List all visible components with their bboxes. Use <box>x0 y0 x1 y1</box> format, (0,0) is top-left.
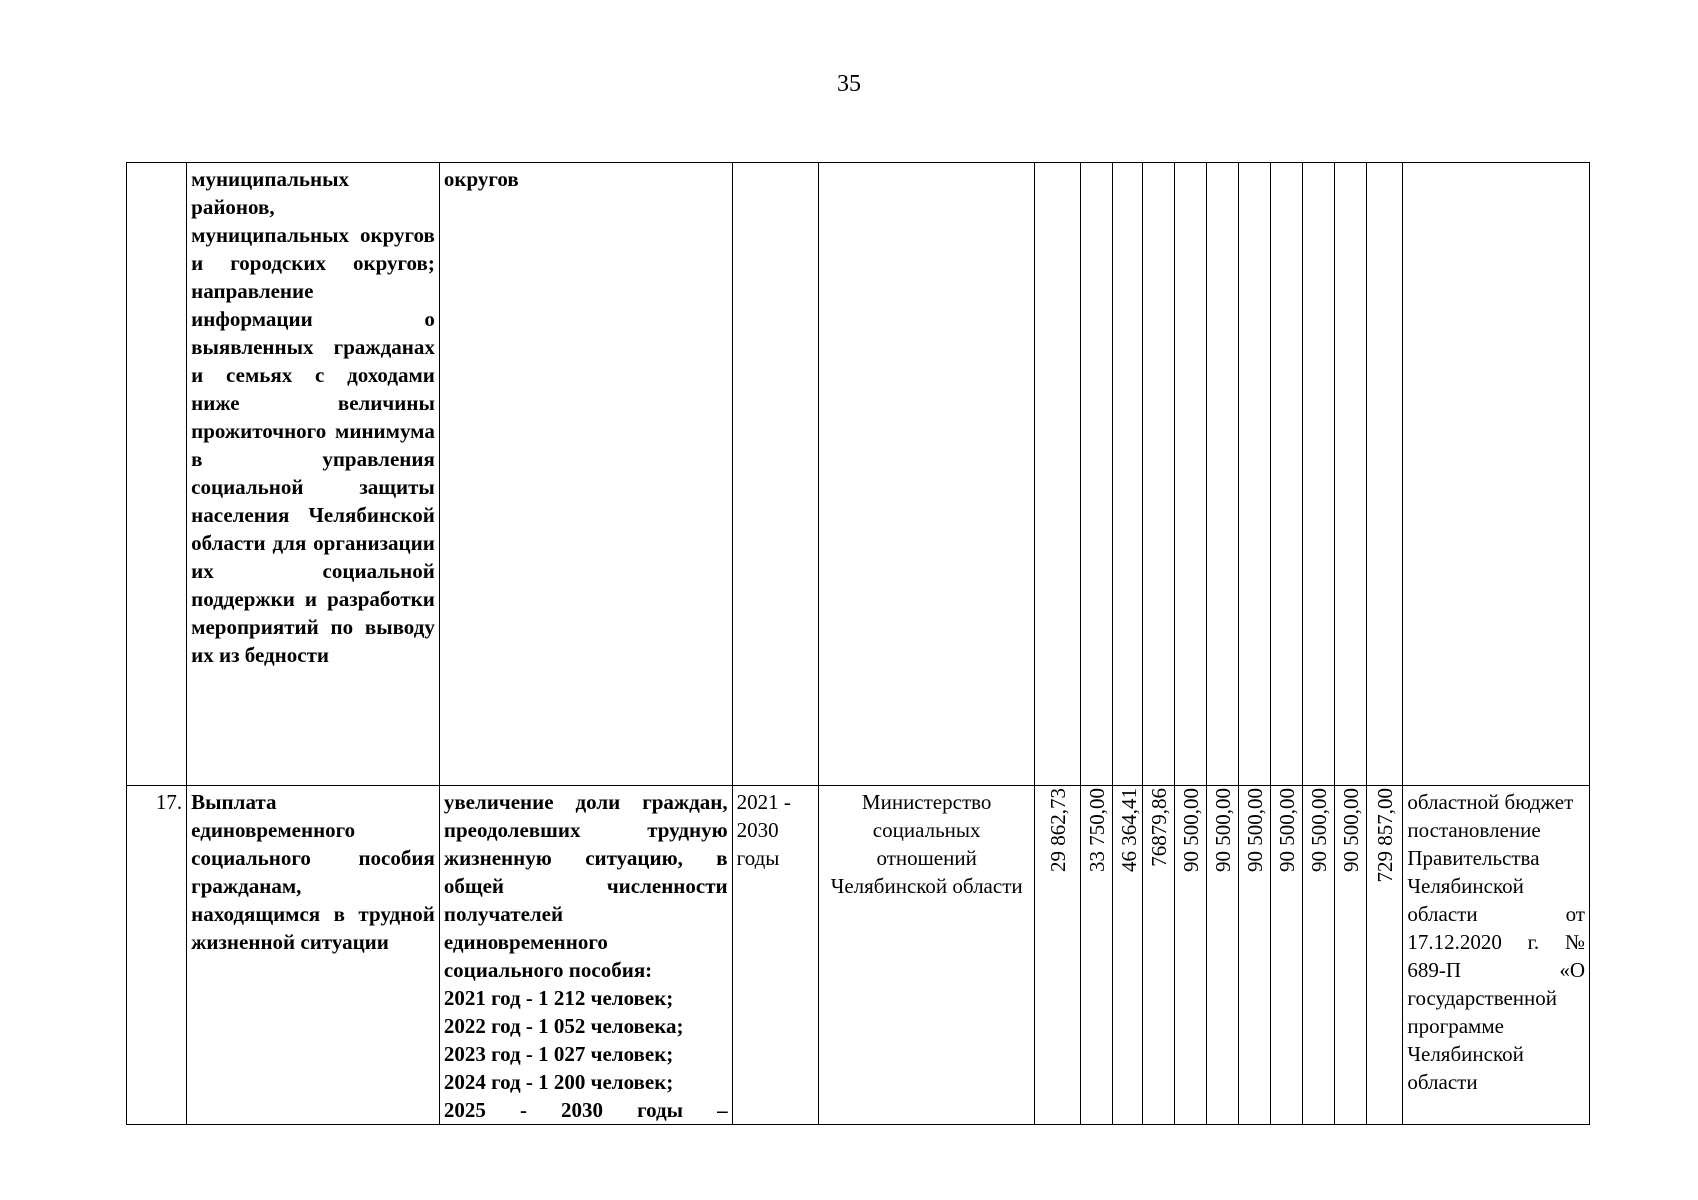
cell-amount-2023 <box>1112 786 1142 1125</box>
cell-amount <box>1035 163 1080 786</box>
cell-executor <box>818 163 1035 786</box>
amount-value: 90 500,00 <box>1339 788 1364 872</box>
table-row-continuation <box>127 163 1590 786</box>
program-table <box>126 162 1590 1125</box>
cell-amount-2026 <box>1206 786 1238 1125</box>
amount-value: 33 750,00 <box>1084 788 1109 872</box>
result-line: 2025 - 2030 годы – <box>443 1098 728 1122</box>
cell-amount <box>1367 163 1403 786</box>
result-line: 2024 год - 1 200 человек; <box>443 1070 674 1094</box>
cell-amount-2024 <box>1142 786 1174 1125</box>
cell-amount <box>1271 163 1303 786</box>
amount-value: 90 500,00 <box>1242 788 1267 872</box>
cell-amount-2030 <box>1335 786 1367 1125</box>
result-line: 2023 год - 1 027 человек; <box>443 1042 674 1066</box>
cell-amount <box>1206 163 1238 786</box>
cell-amount-2027 <box>1238 786 1270 1125</box>
page-number: 35 <box>837 71 861 97</box>
cell-amount-2029 <box>1303 786 1335 1125</box>
cell-amount <box>1238 163 1270 786</box>
cell-amount-2021 <box>1035 786 1080 1125</box>
amount-value: 90 500,00 <box>1178 788 1203 872</box>
table-row-17 <box>127 786 1590 1125</box>
cell-amount <box>1303 163 1335 786</box>
result-line: увеличение доли граждан, преодолевших трудную жизненную ситуацию, в общей численности получателей единовременного социального пособия: <box>443 790 728 982</box>
cell-amount <box>1142 163 1174 786</box>
cell-amount-2022 <box>1080 786 1112 1125</box>
source-line: областной бюджет <box>1407 790 1574 814</box>
amount-value: 90 500,00 <box>1275 788 1300 872</box>
source-line: постановление Правительства Челябинской области от 17.12.2020 г. № 689-П «О государственной программе Челябинской области <box>1407 818 1585 1094</box>
amount-value: 46 364,41 <box>1116 788 1141 872</box>
cell-period: 2021 - 2030 годы <box>732 786 818 1125</box>
amount-value: 90 500,00 <box>1307 788 1332 872</box>
amount-total-value: 729 857,00 <box>1372 788 1397 883</box>
cell-amount-2025 <box>1174 786 1206 1125</box>
cell-number <box>127 163 187 786</box>
cell-source <box>1403 786 1590 1125</box>
amount-value: 76879,86 <box>1146 788 1171 867</box>
cell-amount <box>1335 163 1367 786</box>
cell-amount <box>1174 163 1206 786</box>
amount-value: 90 500,00 <box>1210 788 1235 872</box>
amount-value: 29 862,73 <box>1045 788 1070 872</box>
cell-result: округов <box>439 163 732 786</box>
result-line: 2022 год - 1 052 человека; <box>443 1014 684 1038</box>
cell-period <box>732 163 818 786</box>
cell-result <box>439 786 732 1125</box>
cell-amount-2028 <box>1271 786 1303 1125</box>
cell-event-name: муниципальных районов, муниципальных округов и городских округов; направление информации о выявленных гражданах и семьях с доходами ниже величины прожиточного минимума в управления социальной защиты населения Челябинской области для организации их социальной поддержки и разработки мероприятий по выводу их из бедности <box>187 163 440 786</box>
event-name-text: Выплата единовременного социального пособия гражданам, находящимся в трудной жизненной ситуации <box>191 790 435 954</box>
result-line: 2021 год - 1 212 человек; <box>443 986 674 1010</box>
cell-executor: Министерство социальных отношений Челябинской области <box>818 786 1035 1125</box>
cell-amount <box>1080 163 1112 786</box>
cell-source <box>1403 163 1590 786</box>
cell-amount-total <box>1367 786 1403 1125</box>
cell-number: 17. <box>127 786 187 1125</box>
cell-amount <box>1112 163 1142 786</box>
cell-event-name <box>187 786 440 1125</box>
